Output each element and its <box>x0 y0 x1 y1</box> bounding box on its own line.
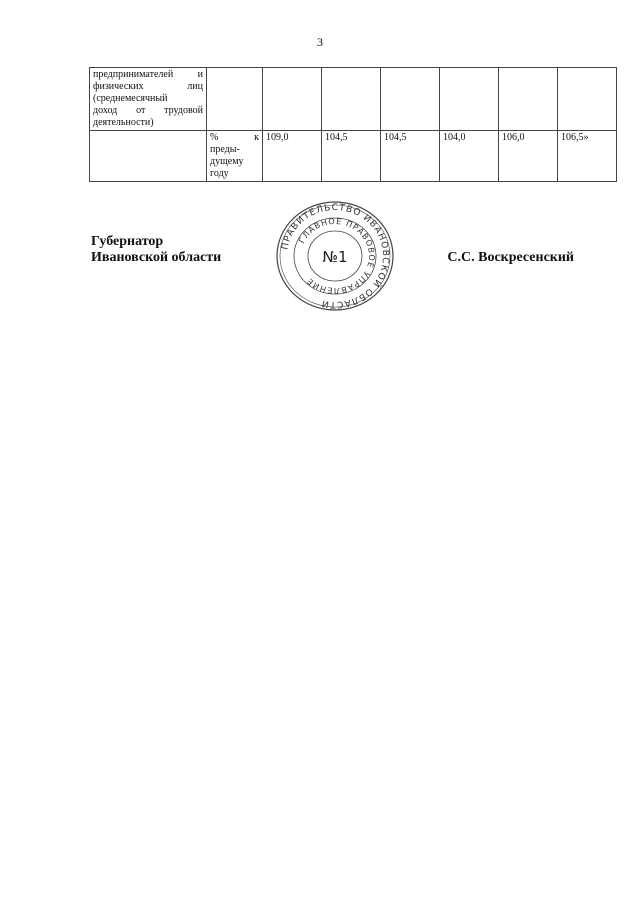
value-cell <box>499 68 558 131</box>
seal-center-number: №1 <box>322 248 348 266</box>
label-line: доход от трудовой <box>93 105 203 116</box>
signatory-name: С.С. Воскресенский <box>447 250 574 265</box>
label-line: предпринимателей и <box>93 69 203 80</box>
value-cell: 106,0 <box>499 131 558 182</box>
unit-cell <box>207 131 263 182</box>
label-line: деятельности) <box>93 117 154 128</box>
unit-line: году <box>210 168 229 179</box>
signatory-title <box>91 234 221 266</box>
signatory-title-line: Губернатор <box>91 234 164 249</box>
unit-line: преды- <box>210 144 240 155</box>
value-cell <box>263 68 322 131</box>
value-cell <box>440 68 499 131</box>
unit-line: % к <box>210 132 259 143</box>
value-cell <box>558 68 617 131</box>
value-cell <box>322 68 381 131</box>
page-number: 3 <box>317 35 323 49</box>
seal-outer-text-path: ПРАВИТЕЛЬСТВО ИВАНОВСКОЙ ОБЛАСТИ <box>280 202 391 310</box>
table-row <box>90 68 617 131</box>
label-line: физических лиц <box>93 81 203 92</box>
value-cell: 104,0 <box>440 131 499 182</box>
indicator-label-cell <box>90 68 207 131</box>
seal-inner-text-path: ГЛАВНОЕ ПРАВОВОЕ УПРАВЛЕНИЕ <box>297 216 377 296</box>
indicator-label-cell <box>90 131 207 182</box>
value-cell: 106,5» <box>558 131 617 182</box>
value-cell: 104,5 <box>322 131 381 182</box>
table-row <box>90 131 617 182</box>
label-line: (среднемесячный <box>93 93 168 104</box>
official-seal <box>275 200 395 312</box>
value-cell: 109,0 <box>263 131 322 182</box>
data-table <box>89 67 617 182</box>
value-cell <box>381 68 440 131</box>
value-cell: 104,5 <box>381 131 440 182</box>
unit-cell <box>207 68 263 131</box>
signatory-title-line: Ивановской области <box>91 250 222 265</box>
unit-line: дущему <box>210 156 244 167</box>
